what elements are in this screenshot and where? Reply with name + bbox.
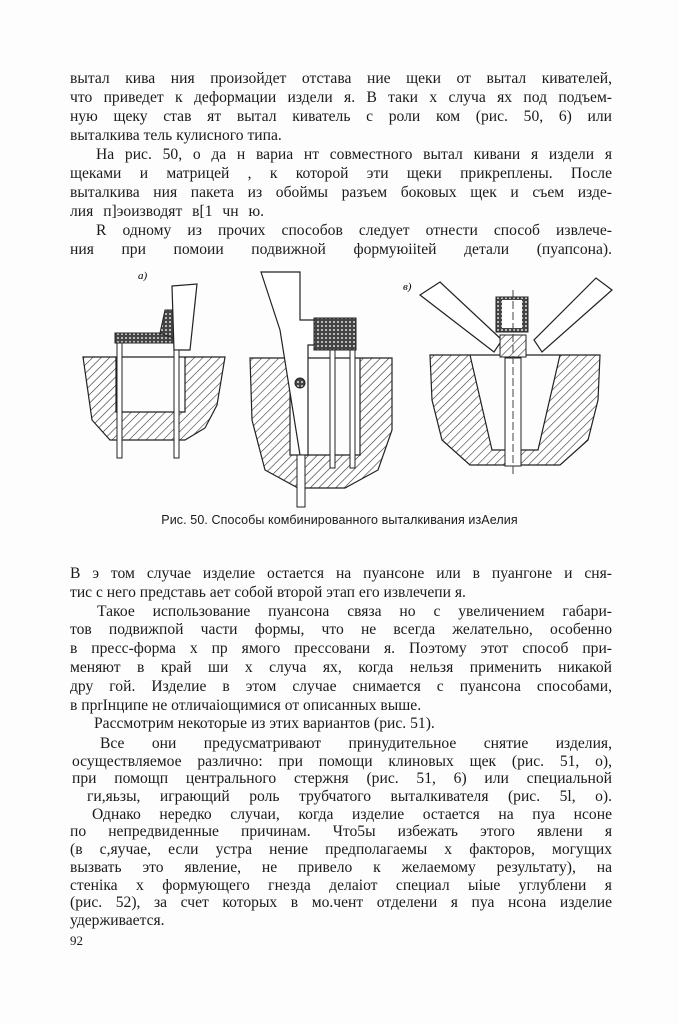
label-a: а) [138,270,148,282]
text-line: (в с,яучае, если устра нение предполагаемы х факторов, могущих [70,841,612,859]
text-line: что приведет к деформации издели я. В таки х случа ях под подъем- [70,89,612,106]
text-block-middle [70,565,612,734]
text-line: выталкива тель кулисного типа. [70,127,282,144]
text-line: тов подвижпой части формы, что не всегда желательно, особенно [70,621,612,639]
subfigure-v [403,278,612,475]
text-line: вытал кива ния произойдет отстава ние щеки от вытал кивателей, [70,70,612,87]
text-line: ную щеку став ят вытал киватель с роли ком (рис. 50, 6) или [70,108,612,125]
subfigure-a [83,270,225,458]
text-line: R одному из прочих способов следует отнести способ извлече- [96,222,612,239]
text-line: На рис. 50, о да н вариа нт совместного вытал кивани я издели я [96,146,612,163]
text-line: Однако нередко случаи, когда изделие остается на пуа нсоне [92,805,612,823]
text-line: дру гой. Изделие в этом случае снимается с пуансона способами, [70,677,612,695]
text-line: стенiка х формующего гнезда делаiот специал ыiые углублени я [70,876,612,894]
text-line: Все они предусматривают принудительное снятие изделия, [100,735,612,752]
text-block-bottom [70,735,612,930]
text-line: удерживается. [70,911,165,929]
text-line: по непредвиденные причинам. Что5ы избежать этого явлени я [70,823,612,841]
text-line: (рис. 52), за счет которых в мо.чент отделени я пуа нсона изделие [70,894,612,912]
text-line: тис с него представь ает собой второй этап его извлечепи я. [70,583,466,601]
text-line: ги,яьзы, играющий роль трубчатого выталкивателя (рис. 5l, о). [87,788,612,806]
text-line: выталкива ния пакета из обоймы разъем боковых щек и съем изде- [70,184,612,201]
figure-50-ejection-methods [0,0,679,510]
figure-caption: Рис. 50. Способы комбинированного выталкивания изАелия [161,513,518,527]
text-line: в прrIнципе не отличаiощимися от описанных выше. [70,696,422,714]
text-line: лия п]эоизводят в[1 чн ю. [70,203,265,220]
page-number: 92 [70,933,83,948]
label-v: в) [403,281,412,293]
text-line: меняют в край ши х случа ях, когда нельзя применить никакой [70,658,612,676]
text-line: Такое использование пуансона связа но с увеличением габари- [97,602,612,620]
text-line: щеками и матрицей , к которой эти щеки прикреплены. После [70,165,612,182]
text-line: при помощп центрального стержня (рис. 51, 6) или специальной [72,770,612,788]
text-line: вызвать это явление, не привело к желаемому результату), на [70,858,612,876]
subfigure-b [250,272,392,507]
text-line: осуществляемое различно: при помощи клиновых щек (рис. 51, о), [72,752,612,770]
text-line: В э том случае изделие остается на пуансоне или в пуангоне и сня- [70,565,612,582]
text-line: в пресс-форма х пр ямого прессовани я. Поэтому этот способ при- [70,640,612,658]
text-line: ния при помоии подвижной формуюiitей детали (пуапсона). [70,241,612,258]
text-line: Рассмотрим некоторые из этих вариантов (рис. 51). [94,715,435,733]
